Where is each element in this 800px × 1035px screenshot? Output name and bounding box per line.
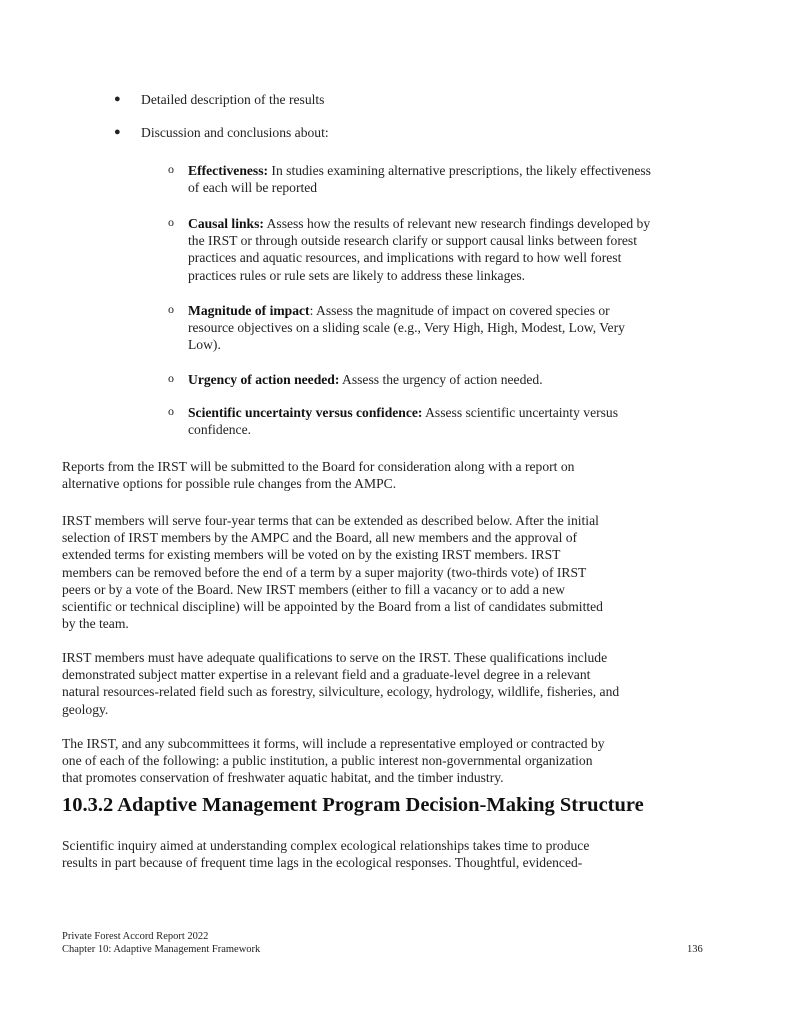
- paragraph-line: members can be removed before the end of a term by a super majority (two-thirds vote) of IRST: [62, 564, 587, 580]
- sub-item-text: of each will be reported: [188, 180, 318, 196]
- sub-item-text: In studies examining alternative prescriptions, the likely effectiveness: [268, 163, 651, 178]
- sub-item-text: confidence.: [188, 422, 252, 438]
- bullet-item: [141, 91, 324, 108]
- paragraph-line: extended terms for existing members will be voted on by the existing IRST members. IRST: [62, 547, 561, 563]
- bullet-icon: ●: [114, 126, 121, 138]
- sub-item-text: practices rules or rule sets are likely to address these linkages.: [188, 267, 526, 283]
- footer-report-title: Private Forest Accord Report 2022: [62, 931, 209, 942]
- bullet-icon: ●: [114, 93, 121, 105]
- paragraph-line: geology.: [62, 701, 109, 717]
- footer-chapter-title: Chapter 10: Adaptive Management Framework: [62, 944, 261, 955]
- sub-item-uncertainty: [188, 404, 618, 438]
- sub-item-text: Assess how the results of relevant new research findings developed by: [263, 216, 651, 231]
- paragraph-qualifications: [62, 649, 619, 718]
- section-heading: 10.3.2 Adaptive Management Program Decision-Making Structure: [62, 794, 644, 816]
- sub-item-text: Assess the urgency of action needed.: [339, 372, 543, 387]
- paragraph-line: demonstrated subject matter expertise in a relevant field and a graduate-level degree in a relevant: [62, 667, 591, 683]
- paragraph-terms: [62, 512, 603, 632]
- sub-bullet-icon: o: [168, 215, 174, 229]
- paragraph-representatives: [62, 735, 605, 787]
- sub-item-label: Scientific uncertainty versus confidence:: [188, 405, 423, 420]
- paragraph-line: Scientific inquiry aimed at understanding complex ecological relationships takes time to produce: [62, 838, 590, 853]
- paragraph-line: natural resources-related field such as forestry, silviculture, ecology, hydrology, wildlife, fisheries, and: [62, 684, 620, 700]
- sub-item-text: : Assess the magnitude of impact on covered species or: [309, 303, 610, 318]
- paragraph-line: that promotes conservation of freshwater aquatic habitat, and the timber industry.: [62, 770, 504, 786]
- sub-item-text: Low).: [188, 337, 221, 353]
- sub-bullet-icon: o: [168, 404, 174, 418]
- sub-item-text: resource objectives on a sliding scale (e.g., Very High, High, Modest, Low, Very: [188, 320, 625, 336]
- sub-bullet-icon: o: [168, 371, 174, 385]
- paragraph-line: peers or by a vote of the Board. New IRST members (either to fill a vacancy or to add a new: [62, 581, 565, 597]
- sub-item-label: Effectiveness:: [188, 163, 269, 178]
- paragraph-reports: [62, 458, 574, 492]
- paragraph-line: one of each of the following: a public institution, a public interest non-governmental organization: [62, 753, 593, 769]
- sub-bullet-icon: o: [168, 302, 174, 316]
- sub-item-label: Causal links:: [188, 216, 264, 231]
- paragraph-line: results in part because of frequent time lags in the ecological responses. Thoughtful, evidenced-: [62, 855, 583, 871]
- paragraph-line: Reports from the IRST will be submitted to the Board for consideration along with a report on: [62, 459, 575, 474]
- sub-item-text: the IRST or through outside research clarify or support causal links between forest: [188, 233, 637, 249]
- footer: [62, 930, 260, 956]
- sub-bullet-icon: o: [168, 162, 174, 176]
- bullet-text: Detailed description of the results: [141, 92, 325, 107]
- paragraph-line: alternative options for possible rule changes from the AMPC.: [62, 476, 397, 492]
- paragraph-line: IRST members must have adequate qualifications to serve on the IRST. These qualifications include: [62, 650, 608, 665]
- paragraph-scientific-inquiry: [62, 837, 589, 871]
- page-number: 136: [687, 944, 703, 955]
- sub-item-causal-links: [188, 215, 650, 284]
- paragraph-line: by the team.: [62, 616, 129, 632]
- sub-item-text: practices and aquatic resources, and implications with regard to how well forest: [188, 250, 622, 266]
- bullet-item: [141, 124, 329, 141]
- sub-item-text: Assess scientific uncertainty versus: [422, 405, 619, 420]
- paragraph-line: IRST members will serve four-year terms that can be extended as described below. After the initial: [62, 513, 599, 528]
- bullet-text: Discussion and conclusions about:: [141, 125, 329, 140]
- sub-item-label: Magnitude of impact: [188, 303, 310, 318]
- sub-item-urgency: [188, 371, 543, 388]
- sub-item-magnitude: [188, 302, 625, 354]
- paragraph-line: scientific or technical discipline) will be appointed by the Board from a list of candidates submitted: [62, 599, 603, 615]
- paragraph-line: selection of IRST members by the AMPC and the Board, all new members and the approval of: [62, 530, 578, 546]
- sub-item-effectiveness: [188, 162, 651, 196]
- paragraph-line: The IRST, and any subcommittees it forms, will include a representative employed or contracted by: [62, 736, 605, 751]
- sub-item-label: Urgency of action needed:: [188, 372, 340, 387]
